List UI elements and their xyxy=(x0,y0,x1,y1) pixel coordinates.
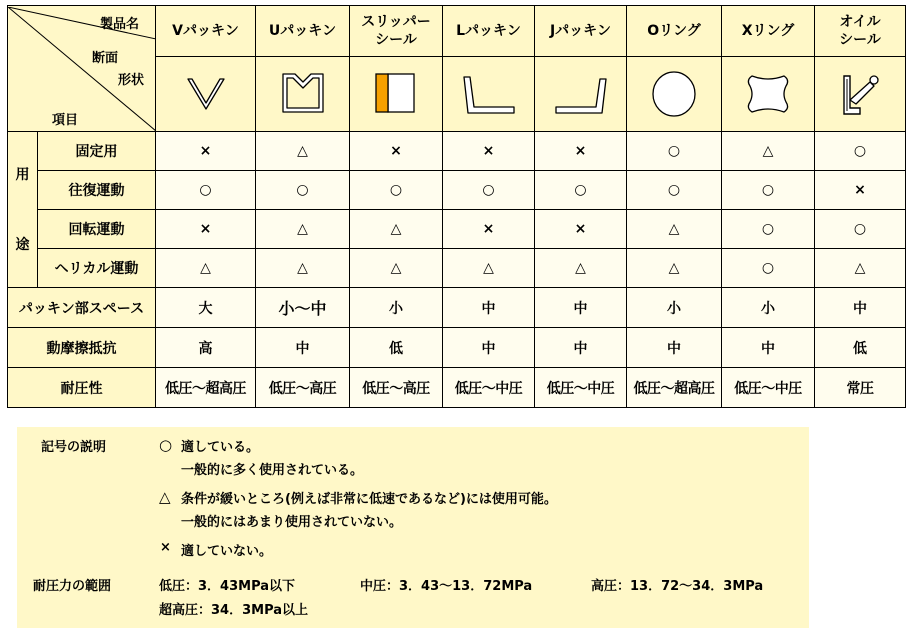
product-oil-seal: オイル シール xyxy=(815,6,906,57)
cell-fixed-v-packing: × xyxy=(156,132,256,171)
legend-triangle-line2: 一般的にはあまり使用されていない。 xyxy=(181,515,403,530)
cell-friction-oil-seal: 低 xyxy=(815,328,906,368)
cell-rotary-v-packing: × xyxy=(156,210,256,249)
cell-helical-x-ring: ○ xyxy=(722,249,815,288)
cell-helical-j-packing: △ xyxy=(535,249,627,288)
cell-rotary-u-packing: △ xyxy=(256,210,350,249)
cell-pressure-j-packing: 低圧～中圧 xyxy=(535,368,627,408)
cell-reciprocating-v-packing: ○ xyxy=(156,171,256,210)
product-slipper-seal: スリッパー シール xyxy=(350,6,443,57)
cell-rotary-oil-seal: ○ xyxy=(815,210,906,249)
row-label-helical: ヘリカル運動 xyxy=(38,249,156,288)
cell-fixed-l-packing: × xyxy=(443,132,535,171)
cell-fixed-x-ring: △ xyxy=(722,132,815,171)
cell-rotary-j-packing: × xyxy=(535,210,627,249)
cell-friction-slipper-seal: 低 xyxy=(350,328,443,368)
u-packing-section-icon xyxy=(256,57,350,132)
cell-fixed-o-ring: ○ xyxy=(627,132,722,171)
cell-space-o-ring: 小 xyxy=(627,288,722,328)
cell-reciprocating-slipper-seal: ○ xyxy=(350,171,443,210)
product-v-packing: Vパッキン xyxy=(156,6,256,57)
cell-space-l-packing: 中 xyxy=(443,288,535,328)
cell-pressure-x-ring: 低圧～中圧 xyxy=(722,368,815,408)
product-x-ring: Xリング xyxy=(722,6,815,57)
legend-title: 記号の説明 xyxy=(41,440,107,455)
cell-fixed-j-packing: × xyxy=(535,132,627,171)
j-packing-section-icon xyxy=(535,57,627,132)
o-ring-section-icon xyxy=(627,57,722,132)
product-l-packing: Lパッキン xyxy=(443,6,535,57)
cell-pressure-slipper-seal: 低圧～高圧 xyxy=(350,368,443,408)
cell-friction-j-packing: 中 xyxy=(535,328,627,368)
cell-rotary-l-packing: × xyxy=(443,210,535,249)
cell-rotary-slipper-seal: △ xyxy=(350,210,443,249)
legend-cross-line1: 適していない。 xyxy=(181,544,273,559)
l-packing-section-icon xyxy=(443,57,535,132)
legend-cross-symbol: × xyxy=(160,540,171,555)
v-packing-section-icon xyxy=(156,57,256,132)
cell-space-v-packing: 大 xyxy=(156,288,256,328)
cell-reciprocating-oil-seal: × xyxy=(815,171,906,210)
cell-pressure-l-packing: 低圧～中圧 xyxy=(443,368,535,408)
legend-circle-symbol: ○ xyxy=(159,436,173,454)
cell-space-j-packing: 中 xyxy=(535,288,627,328)
slipper-seal-section-icon xyxy=(350,57,443,132)
legend-pressure-mid: 中圧：3．43～13．72MPa xyxy=(360,579,533,594)
packing-comparison-table xyxy=(7,5,906,408)
cell-friction-x-ring: 中 xyxy=(722,328,815,368)
legend-circle-line2: 一般的に多く使用されている。 xyxy=(181,463,364,478)
legend-circle-line1: 適している。 xyxy=(181,440,260,455)
cell-pressure-oil-seal: 常圧 xyxy=(815,368,906,408)
cell-reciprocating-x-ring: ○ xyxy=(722,171,815,210)
cell-reciprocating-o-ring: ○ xyxy=(627,171,722,210)
cell-rotary-o-ring: △ xyxy=(627,210,722,249)
cell-friction-u-packing: 中 xyxy=(256,328,350,368)
legend-triangle-symbol: △ xyxy=(159,488,171,506)
table-corner-header xyxy=(8,6,156,132)
row-label-fixed: 固定用 xyxy=(38,132,156,171)
x-ring-section-icon xyxy=(722,57,815,132)
cell-fixed-oil-seal: ○ xyxy=(815,132,906,171)
row-label-packing-space: パッキン部スペース xyxy=(8,288,156,328)
corner-item-label: 項目 xyxy=(52,112,79,128)
legend-pressure-low: 低圧：3．43MPa以下 xyxy=(159,579,296,594)
legend-pressure-ultra: 超高圧：34．3MPa以上 xyxy=(159,603,309,618)
cell-reciprocating-l-packing: ○ xyxy=(443,171,535,210)
oil-seal-section-icon xyxy=(815,57,906,132)
row-label-pressure-resistance: 耐圧性 xyxy=(8,368,156,408)
cell-space-u-packing: 小～中 xyxy=(256,288,350,328)
cell-helical-l-packing: △ xyxy=(443,249,535,288)
product-u-packing: Uパッキン xyxy=(256,6,350,57)
cell-pressure-o-ring: 低圧～超高圧 xyxy=(627,368,722,408)
cell-reciprocating-u-packing: ○ xyxy=(256,171,350,210)
corner-shape-label: 形状 xyxy=(118,72,145,88)
cell-pressure-u-packing: 低圧～高圧 xyxy=(256,368,350,408)
legend-triangle-line1: 条件が緩いところ(例えば非常に低速であるなど)には使用可能。 xyxy=(181,492,557,507)
cell-space-x-ring: 小 xyxy=(722,288,815,328)
product-j-packing: Jパッキン xyxy=(535,6,627,57)
product-o-ring: Oリング xyxy=(627,6,722,57)
legend-pressure-high: 高圧：13．72～34．3MPa xyxy=(591,579,764,594)
cell-friction-l-packing: 中 xyxy=(443,328,535,368)
cell-fixed-slipper-seal: × xyxy=(350,132,443,171)
cell-helical-o-ring: △ xyxy=(627,249,722,288)
cell-friction-o-ring: 中 xyxy=(627,328,722,368)
cell-helical-u-packing: △ xyxy=(256,249,350,288)
cell-rotary-x-ring: ○ xyxy=(722,210,815,249)
cell-space-slipper-seal: 小 xyxy=(350,288,443,328)
legend-box xyxy=(17,427,809,628)
cell-fixed-u-packing: △ xyxy=(256,132,350,171)
usage-group-label: 用 途 xyxy=(8,132,38,288)
cell-helical-v-packing: △ xyxy=(156,249,256,288)
cell-reciprocating-j-packing: ○ xyxy=(535,171,627,210)
cell-helical-slipper-seal: △ xyxy=(350,249,443,288)
corner-section-label: 断面 xyxy=(92,50,119,66)
corner-product-name-label: 製品名 xyxy=(100,16,140,32)
row-label-dynamic-friction: 動摩擦抵抗 xyxy=(8,328,156,368)
cell-space-oil-seal: 中 xyxy=(815,288,906,328)
cell-pressure-v-packing: 低圧～超高圧 xyxy=(156,368,256,408)
row-label-reciprocating: 往復運動 xyxy=(38,171,156,210)
cell-helical-oil-seal: △ xyxy=(815,249,906,288)
cell-friction-v-packing: 高 xyxy=(156,328,256,368)
row-label-rotary: 回転運動 xyxy=(38,210,156,249)
legend-pressure-title: 耐圧力の範囲 xyxy=(33,579,112,594)
